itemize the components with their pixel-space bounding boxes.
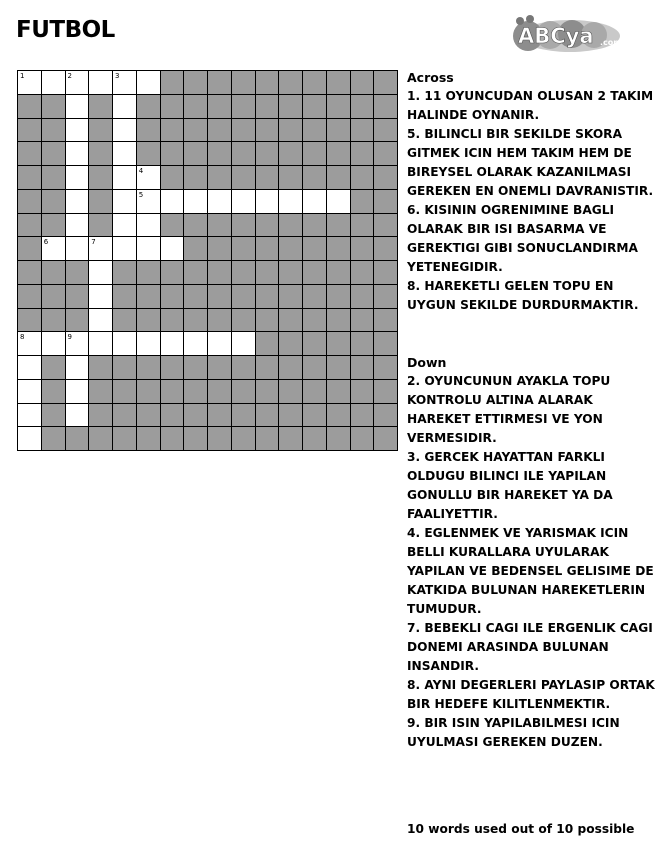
grid-cell-blocked: [351, 309, 375, 333]
grid-cell-blocked: [18, 142, 42, 166]
grid-cell-blocked: [232, 237, 256, 261]
grid-cell-open[interactable]: [66, 332, 90, 356]
grid-cell-open[interactable]: [113, 332, 137, 356]
grid-cell-blocked: [89, 380, 113, 404]
grid-cell-blocked: [374, 142, 398, 166]
grid-cell-open[interactable]: [66, 142, 90, 166]
grid-cell-blocked: [351, 356, 375, 380]
clue-number: 3: [115, 72, 120, 80]
grid-cell-open[interactable]: [42, 71, 66, 95]
grid-cell-open[interactable]: [161, 332, 185, 356]
abcya-logo-graphic: [508, 10, 628, 56]
grid-cell-blocked: [232, 309, 256, 333]
grid-cell-blocked: [42, 427, 66, 451]
grid-cell-open[interactable]: [208, 332, 232, 356]
grid-cell-blocked: [42, 166, 66, 190]
grid-cell-blocked: [351, 71, 375, 95]
grid-cell-blocked: [351, 285, 375, 309]
grid-cell-open[interactable]: [161, 190, 185, 214]
across-clue: 5. BILINCLI BIR SEKILDE SKORA GITMEK ICIN HEM TAKIM HEM DE BIREYSEL OLARAK KAZANILMASI GEREKEN EN ONEMLI DAVRANISTIR.: [407, 127, 654, 198]
grid-cell-blocked: [327, 285, 351, 309]
grid-cell-blocked: [18, 190, 42, 214]
grid-cell-blocked: [351, 119, 375, 143]
grid-cell-blocked: [327, 95, 351, 119]
grid-cell-blocked: [327, 142, 351, 166]
across-section: [407, 68, 657, 315]
grid-cell-blocked: [161, 380, 185, 404]
grid-cell-blocked: [327, 214, 351, 238]
grid-cell-blocked: [208, 356, 232, 380]
grid-cell-open[interactable]: [42, 332, 66, 356]
grid-cell-open[interactable]: [113, 71, 137, 95]
grid-cell-blocked: [232, 95, 256, 119]
grid-cell-blocked: [374, 190, 398, 214]
grid-cell-blocked: [279, 166, 303, 190]
grid-cell-blocked: [351, 332, 375, 356]
grid-cell-blocked: [256, 261, 280, 285]
grid-cell-open[interactable]: [113, 166, 137, 190]
crossword-grid[interactable]: [17, 70, 398, 451]
grid-cell-blocked: [232, 427, 256, 451]
grid-cell-blocked: [66, 309, 90, 333]
grid-cell-blocked: [184, 309, 208, 333]
clue-number: 4: [138, 167, 144, 175]
grid-cell-blocked: [161, 309, 185, 333]
grid-cell-open[interactable]: [137, 71, 161, 95]
grid-cell-blocked: [279, 237, 303, 261]
grid-cell-blocked: [351, 237, 375, 261]
grid-cell-blocked: [42, 214, 66, 238]
svg-text:.com: .com: [600, 38, 622, 47]
grid-cell-open[interactable]: [66, 237, 90, 261]
grid-cell-blocked: [303, 309, 327, 333]
grid-cell-blocked: [137, 95, 161, 119]
grid-cell-blocked: [374, 356, 398, 380]
grid-cell-blocked: [256, 214, 280, 238]
grid-cell-blocked: [113, 285, 137, 309]
grid-cell-blocked: [279, 285, 303, 309]
grid-cell-blocked: [208, 71, 232, 95]
grid-cell-blocked: [327, 309, 351, 333]
grid-cell-blocked: [256, 166, 280, 190]
grid-cell-open[interactable]: [66, 214, 90, 238]
across-clue: 6. KISININ OGRENIMINE BAGLI OLARAK BIR ISI BASARMA VE GEREKTIGI GIBI SONUCLANDIRMA YETENEGIDIR.: [407, 203, 638, 274]
grid-cell-blocked: [279, 356, 303, 380]
grid-cell-open[interactable]: [18, 380, 42, 404]
down-clue: 4. EGLENMEK VE YARISMAK ICIN BELLI KURALLARA UYULARAK YAPILAN VE BEDENSEL GELISIME DE KATKIDA BULUNAN HAREKETLERIN TUMUDUR.: [407, 526, 654, 616]
grid-cell-blocked: [184, 95, 208, 119]
grid-cell-blocked: [42, 356, 66, 380]
grid-cell-blocked: [232, 119, 256, 143]
grid-cell-blocked: [303, 427, 327, 451]
grid-cell-blocked: [137, 309, 161, 333]
grid-cell-blocked: [208, 95, 232, 119]
grid-cell-blocked: [232, 285, 256, 309]
grid-cell-open[interactable]: [113, 119, 137, 143]
grid-cell-blocked: [279, 95, 303, 119]
grid-cell-blocked: [232, 356, 256, 380]
grid-cell-open[interactable]: [208, 190, 232, 214]
grid-cell-open[interactable]: [327, 190, 351, 214]
grid-cell-blocked: [161, 214, 185, 238]
grid-cell-blocked: [18, 261, 42, 285]
grid-cell-blocked: [232, 261, 256, 285]
grid-cell-blocked: [256, 404, 280, 428]
grid-cell-blocked: [279, 332, 303, 356]
grid-cell-blocked: [374, 166, 398, 190]
down-clue: 9. BIR ISIN YAPILABILMESI ICIN UYULMASI GEREKEN DUZEN.: [407, 716, 620, 749]
grid-cell-blocked: [184, 285, 208, 309]
grid-cell-blocked: [374, 237, 398, 261]
grid-cell-blocked: [137, 142, 161, 166]
grid-cell-blocked: [66, 261, 90, 285]
grid-cell-blocked: [89, 404, 113, 428]
word-count-footer: 10 words used out of 10 possible: [407, 822, 635, 836]
grid-cell-blocked: [208, 166, 232, 190]
grid-cell-blocked: [303, 142, 327, 166]
grid-cell-blocked: [327, 119, 351, 143]
grid-cell-open[interactable]: [89, 237, 113, 261]
grid-cell-blocked: [208, 309, 232, 333]
grid-cell-blocked: [232, 214, 256, 238]
across-title: Across: [407, 70, 454, 85]
grid-cell-blocked: [327, 166, 351, 190]
grid-cell-open[interactable]: [66, 166, 90, 190]
grid-cell-blocked: [351, 380, 375, 404]
grid-cell-blocked: [42, 95, 66, 119]
grid-cell-blocked: [66, 285, 90, 309]
grid-cell-blocked: [184, 71, 208, 95]
grid-cell-blocked: [374, 214, 398, 238]
grid-cell-blocked: [374, 119, 398, 143]
grid-cell-blocked: [208, 261, 232, 285]
grid-cell-blocked: [18, 214, 42, 238]
down-clue: 7. BEBEKLI CAGI ILE ERGENLIK CAGI DONEMI ARASINDA BULUNAN INSANDIR.: [407, 621, 653, 673]
grid-cell-blocked: [184, 119, 208, 143]
grid-cell-blocked: [42, 380, 66, 404]
grid-cell-blocked: [351, 95, 375, 119]
grid-cell-blocked: [184, 427, 208, 451]
grid-cell-open[interactable]: [66, 190, 90, 214]
grid-cell-blocked: [256, 285, 280, 309]
grid-cell-blocked: [279, 404, 303, 428]
grid-cell-blocked: [18, 285, 42, 309]
grid-cell-open[interactable]: [89, 332, 113, 356]
grid-cell-blocked: [161, 95, 185, 119]
grid-cell-blocked: [89, 119, 113, 143]
grid-cell-blocked: [137, 380, 161, 404]
grid-cell-open[interactable]: [113, 190, 137, 214]
grid-cell-blocked: [327, 261, 351, 285]
grid-cell-blocked: [42, 309, 66, 333]
grid-cell-blocked: [18, 166, 42, 190]
grid-cell-blocked: [303, 237, 327, 261]
grid-cell-blocked: [137, 356, 161, 380]
grid-cell-blocked: [89, 95, 113, 119]
grid-cell-blocked: [256, 237, 280, 261]
grid-cell-blocked: [303, 166, 327, 190]
grid-cell-open[interactable]: [66, 380, 90, 404]
grid-cell-open[interactable]: [66, 95, 90, 119]
grid-cell-blocked: [137, 404, 161, 428]
grid-cell-blocked: [327, 71, 351, 95]
grid-cell-blocked: [184, 404, 208, 428]
grid-cell-open[interactable]: [18, 332, 42, 356]
across-clue: 1. 11 OYUNCUDAN OLUSAN 2 TAKIM HALINDE OYNANIR.: [407, 89, 654, 122]
grid-cell-blocked: [208, 285, 232, 309]
grid-cell-blocked: [161, 404, 185, 428]
grid-cell-blocked: [303, 332, 327, 356]
grid-cell-blocked: [232, 380, 256, 404]
grid-cell-blocked: [374, 261, 398, 285]
grid-cell-blocked: [256, 356, 280, 380]
grid-cell-blocked: [184, 214, 208, 238]
grid-cell-open[interactable]: [89, 71, 113, 95]
clue-number: 5: [138, 190, 144, 199]
grid-cell-blocked: [184, 261, 208, 285]
grid-cell-blocked: [18, 95, 42, 119]
clue-number: 7: [91, 238, 96, 247]
grid-cell-open[interactable]: [279, 190, 303, 214]
grid-cell-blocked: [161, 427, 185, 451]
grid-cell-blocked: [184, 380, 208, 404]
grid-cell-blocked: [208, 119, 232, 143]
grid-cell-blocked: [303, 71, 327, 95]
grid-cell-blocked: [18, 237, 42, 261]
grid-cell-blocked: [113, 404, 137, 428]
grid-cell-blocked: [374, 427, 398, 451]
grid-cell-blocked: [303, 285, 327, 309]
grid-cell-blocked: [303, 214, 327, 238]
grid-cell-blocked: [18, 309, 42, 333]
down-clue: 8. AYNI DEGERLERI PAYLASIP ORTAK BIR HEDEFE KILITLENMEKTIR.: [407, 678, 655, 711]
grid-cell-open[interactable]: [18, 427, 42, 451]
grid-cell-open[interactable]: [256, 190, 280, 214]
grid-cell-open[interactable]: [184, 190, 208, 214]
grid-cell-blocked: [327, 380, 351, 404]
grid-cell-blocked: [42, 285, 66, 309]
clue-number: 2: [67, 72, 72, 80]
grid-cell-blocked: [208, 214, 232, 238]
grid-cell-blocked: [256, 309, 280, 333]
grid-cell-blocked: [279, 309, 303, 333]
grid-cell-blocked: [279, 427, 303, 451]
grid-cell-blocked: [327, 404, 351, 428]
grid-cell-blocked: [42, 261, 66, 285]
grid-cell-blocked: [113, 356, 137, 380]
grid-cell-blocked: [351, 214, 375, 238]
grid-cell-blocked: [89, 142, 113, 166]
grid-cell-blocked: [351, 142, 375, 166]
grid-cell-open[interactable]: [184, 332, 208, 356]
grid-cell-open[interactable]: [161, 237, 185, 261]
grid-cell-blocked: [256, 142, 280, 166]
grid-cell-open[interactable]: [232, 332, 256, 356]
grid-cell-open[interactable]: [137, 332, 161, 356]
grid-cell-blocked: [113, 427, 137, 451]
grid-cell-open[interactable]: [113, 237, 137, 261]
grid-cell-blocked: [279, 261, 303, 285]
grid-cell-blocked: [42, 142, 66, 166]
grid-cell-blocked: [232, 166, 256, 190]
grid-cell-blocked: [374, 71, 398, 95]
grid-cell-blocked: [208, 404, 232, 428]
grid-cell-blocked: [137, 261, 161, 285]
grid-cell-blocked: [279, 380, 303, 404]
grid-cell-blocked: [89, 214, 113, 238]
grid-cell-blocked: [161, 356, 185, 380]
grid-cell-blocked: [18, 119, 42, 143]
grid-cell-blocked: [374, 404, 398, 428]
clue-number: 6: [43, 238, 49, 247]
grid-cell-blocked: [89, 427, 113, 451]
grid-cell-blocked: [208, 142, 232, 166]
grid-cell-blocked: [208, 380, 232, 404]
grid-cell-blocked: [161, 142, 185, 166]
grid-cell-open[interactable]: [42, 237, 66, 261]
grid-cell-blocked: [208, 237, 232, 261]
grid-cell-blocked: [374, 332, 398, 356]
grid-cell-blocked: [374, 380, 398, 404]
grid-cell-blocked: [256, 71, 280, 95]
grid-cell-blocked: [303, 404, 327, 428]
grid-cell-open[interactable]: [303, 190, 327, 214]
grid-cell-open[interactable]: [66, 356, 90, 380]
grid-cell-open[interactable]: [113, 95, 137, 119]
grid-cell-open[interactable]: [113, 142, 137, 166]
grid-cell-blocked: [351, 427, 375, 451]
across-clue: 8. HAREKETLI GELEN TOPU EN UYGUN SEKILDE DURDURMAKTIR.: [407, 279, 639, 312]
grid-cell-blocked: [184, 142, 208, 166]
down-title: Down: [407, 355, 447, 370]
grid-cell-blocked: [279, 71, 303, 95]
grid-cell-blocked: [327, 356, 351, 380]
grid-cell-blocked: [374, 309, 398, 333]
grid-cell-blocked: [137, 427, 161, 451]
grid-cell-blocked: [89, 166, 113, 190]
grid-cell-open[interactable]: [137, 166, 161, 190]
grid-cell-blocked: [161, 285, 185, 309]
grid-cell-blocked: [137, 119, 161, 143]
grid-cell-blocked: [256, 95, 280, 119]
grid-cell-blocked: [184, 237, 208, 261]
grid-cell-blocked: [256, 332, 280, 356]
grid-cell-blocked: [279, 214, 303, 238]
grid-cell-blocked: [42, 404, 66, 428]
grid-cell-blocked: [113, 261, 137, 285]
grid-cell-blocked: [89, 190, 113, 214]
grid-cell-open[interactable]: [137, 237, 161, 261]
grid-cell-blocked: [113, 309, 137, 333]
clue-number: 8: [20, 333, 25, 342]
grid-cell-open[interactable]: [232, 190, 256, 214]
grid-cell-open[interactable]: [66, 404, 90, 428]
grid-cell-blocked: [256, 119, 280, 143]
grid-cell-blocked: [161, 166, 185, 190]
grid-cell-open[interactable]: [18, 404, 42, 428]
down-section: [407, 353, 657, 752]
grid-cell-blocked: [327, 332, 351, 356]
grid-cell-blocked: [327, 237, 351, 261]
down-clue: 2. OYUNCUNUN AYAKLA TOPU KONTROLU ALTINA ALARAK HAREKET ETTIRMESI VE YON VERMESIDIR.: [407, 374, 611, 445]
grid-cell-blocked: [161, 261, 185, 285]
grid-cell-blocked: [351, 166, 375, 190]
grid-cell-open[interactable]: [66, 71, 90, 95]
down-clue: 3. GERCEK HAYATTAN FARKLI OLDUGU BILINCI ILE YAPILAN GONULLU BIR HAREKET YA DA FAALIYETTIR.: [407, 450, 613, 521]
clues-panel: [407, 68, 657, 752]
grid-cell-blocked: [351, 190, 375, 214]
grid-cell-blocked: [232, 404, 256, 428]
grid-cell-open[interactable]: [137, 190, 161, 214]
grid-cell-blocked: [184, 166, 208, 190]
grid-cell-open[interactable]: [89, 261, 113, 285]
grid-cell-blocked: [279, 119, 303, 143]
grid-cell-open[interactable]: [89, 309, 113, 333]
grid-cell-open[interactable]: [18, 71, 42, 95]
grid-cell-blocked: [256, 380, 280, 404]
grid-cell-blocked: [303, 261, 327, 285]
abcya-logo: [508, 10, 628, 56]
grid-cell-blocked: [374, 285, 398, 309]
grid-cell-blocked: [208, 427, 232, 451]
grid-cell-blocked: [89, 356, 113, 380]
grid-cell-blocked: [113, 380, 137, 404]
grid-cell-blocked: [137, 285, 161, 309]
grid-cell-blocked: [351, 404, 375, 428]
grid-cell-blocked: [232, 71, 256, 95]
grid-cell-blocked: [42, 119, 66, 143]
grid-cell-open[interactable]: [137, 214, 161, 238]
grid-cell-blocked: [303, 119, 327, 143]
grid-cell-blocked: [66, 427, 90, 451]
svg-text:ABCya: ABCya: [518, 24, 594, 48]
clue-number: 1: [20, 72, 25, 80]
grid-cell-blocked: [161, 71, 185, 95]
grid-cell-open[interactable]: [66, 119, 90, 143]
grid-cell-blocked: [303, 380, 327, 404]
grid-cell-blocked: [303, 356, 327, 380]
grid-cell-blocked: [351, 261, 375, 285]
grid-cell-blocked: [42, 190, 66, 214]
grid-cell-blocked: [184, 356, 208, 380]
grid-cell-blocked: [232, 142, 256, 166]
grid-cell-open[interactable]: [89, 285, 113, 309]
grid-cell-blocked: [374, 95, 398, 119]
grid-cell-open[interactable]: [113, 214, 137, 238]
page-title: FUTBOL: [16, 17, 115, 43]
grid-cell-blocked: [256, 427, 280, 451]
grid-cell-blocked: [161, 119, 185, 143]
grid-cell-blocked: [327, 427, 351, 451]
grid-cell-blocked: [303, 95, 327, 119]
grid-cell-blocked: [279, 142, 303, 166]
grid-cell-open[interactable]: [18, 356, 42, 380]
clue-number: 9: [67, 333, 72, 342]
